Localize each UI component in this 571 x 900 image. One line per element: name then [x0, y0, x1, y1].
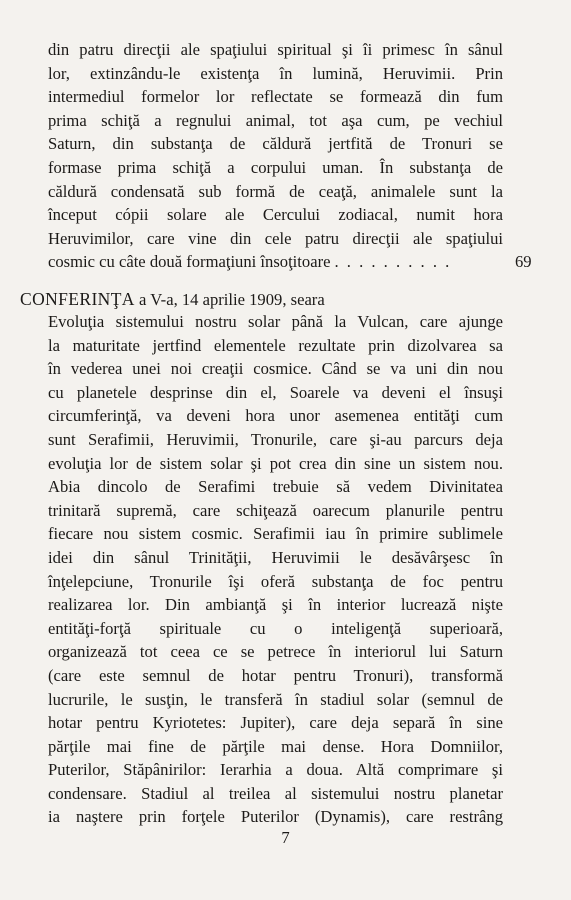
toc-page-number: 69: [515, 252, 532, 272]
text-line: hotar pentru Kyriotetes: Jupiter), care deja separă în sine: [48, 713, 503, 733]
text-line: început cópii solare ale Cercului zodiacal, numit hora: [48, 205, 503, 225]
text-line: intermediul formelor lor reflectate se formează din fum: [48, 87, 503, 107]
section-title: CONFERINŢA: [20, 289, 135, 309]
toc-entry-line: [48, 250, 532, 274]
text-line: ia naştere prin forţele Puterilor (Dynamis), care restrâng: [48, 807, 503, 827]
text-line: cu planetele desprinse din el, Soarele va deveni el însuşi: [48, 382, 503, 402]
section-heading: [20, 288, 500, 312]
text-line: Puterilor, Stăpânirilor: Ierarhia a doua. Altă comprimare şi: [48, 760, 503, 780]
text-line: idei din sânul Trinităţii, Heruvimii le desăvârşesc în: [48, 547, 503, 567]
text-line: lucrurile, le susţin, le transferă în stadiul solar (semnul de: [48, 689, 503, 709]
text-line: în vederea unei noi creaţii cosmice. Când se va uni din nou: [48, 359, 503, 379]
text-line: fiecare nou sistem cosmic. Serafimii iau în primire sublimele: [48, 524, 503, 544]
text-line: Evoluţia sistemului nostru solar până la Vulcan, care ajunge: [48, 312, 503, 331]
text-line: formase prima schiţă a corpului uman. În substanţa de: [48, 157, 503, 177]
text-line: din patru direcţii ale spaţiului spiritual şi îi primesc în sânul: [48, 40, 503, 59]
text-line: Heruvimilor, care vine din cele patru direcţii ale spaţiului: [48, 228, 503, 248]
text-line: condensare. Stadiul al treilea al sistemului nostru planetar: [48, 783, 503, 803]
text-line: entităţi-forţă spirituale cu o inteligenţă superioară,: [48, 618, 503, 638]
toc-entry-text: cosmic cu câte două formaţiuni însoţitoare: [48, 252, 331, 272]
text-line: trinitară supremă, care schiţează oarecum planurile pentru: [48, 500, 503, 520]
text-line: părţile mai fine de părţile mai dense. Hora Domniilor,: [48, 736, 503, 756]
text-line: sunt Serafimii, Heruvimii, Tronurile, care şi-au parcurs deja: [48, 429, 503, 449]
paragraph-summary: [48, 310, 503, 829]
text-line: Abia dincolo de Serafimi trebuie să vedem Divinitatea: [48, 477, 503, 497]
paragraph-continuation: [48, 38, 532, 274]
text-line: lor, extinzându-le existenţa în lumină, Heruvimii. Prin: [48, 63, 503, 83]
page-number: 7: [281, 828, 290, 847]
text-line: căldură condensată sub formă de ceaţă, animalele sunt la: [48, 181, 503, 201]
text-line: evoluţia lor de sistem solar şi pot crea din sine un sistem nou.: [48, 453, 503, 473]
section-subtitle: a V-a, 14 aprilie 1909, seara: [139, 290, 325, 309]
toc-leader-dots: . . . . . . . . . .: [334, 252, 452, 272]
text-line: la maturitate jertfind elementele rezultate prin dizolvarea sa: [48, 335, 503, 355]
text-line: organizează tot ceea ce se petrece în interiorul lui Saturn: [48, 642, 503, 662]
text-line: circumferinţă, va deveni hora unor asemenea entităţi cum: [48, 406, 503, 426]
text-line: (care este semnul de hotar pentru Tronuri), transformă: [48, 665, 503, 685]
text-line: realizarea lor. Din ambianţă şi în interior lucrează nişte: [48, 595, 503, 615]
text-line: prima schiţă a regnului animal, tot aşa cum, pe vechiul: [48, 110, 503, 130]
text-line: Saturn, din substanţa de căldură jertfită de Tronuri se: [48, 134, 503, 154]
text-line: înţelepciune, Tronurile îşi oferă substanţa de foc pentru: [48, 571, 503, 591]
